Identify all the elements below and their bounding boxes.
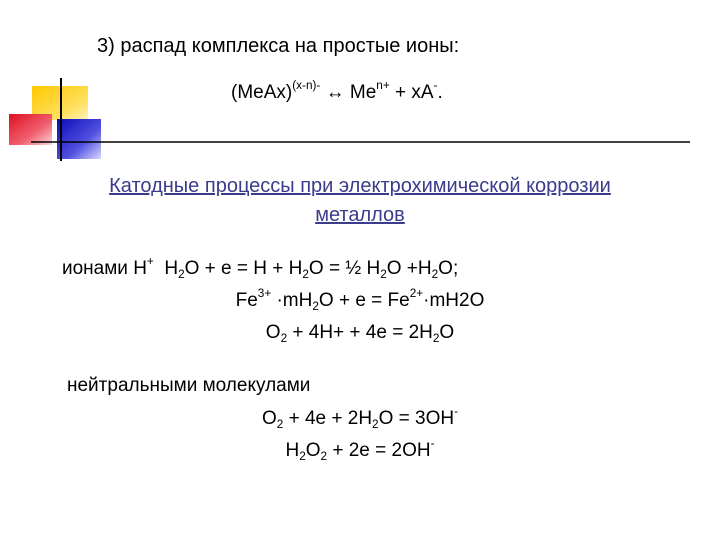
step-line: 3) распад комплекса на простые ионы:	[97, 35, 460, 57]
heading-line-1: Катодные процессы при электрохимической коррозии	[109, 175, 611, 197]
neutral-equation-1: $O_2 + 4e + 2H_2O = 3OH^-$	[261, 405, 459, 432]
blue-square	[57, 119, 101, 159]
dissociation-formula: (MeAx)$^{(x-n)-}$ ↔ $Me^{n+} + xA^-$.	[231, 79, 443, 103]
heading-line-2: металлов	[315, 204, 405, 226]
ions-equation-1: ионами H+ $H_2O + e = H + H_2O$ = ½ $H_2O +H_2O$;	[62, 255, 459, 282]
ions-equation-3: $O_2 + 4H+ + 4e = 2H_2O$	[265, 322, 455, 346]
ions-label: ионами H+	[62, 255, 154, 279]
neutral-label: нейтральными молекулами	[67, 375, 311, 396]
ions-equation-2: $Fe^{3+} \cdot mH_2O + e = Fe^{2+}\cdot mH2O$	[235, 287, 485, 314]
red-square	[9, 114, 52, 145]
section-heading	[60, 172, 660, 230]
neutral-equation-2: $H_2O_2 + 2e = 2OH^-$	[285, 437, 435, 464]
